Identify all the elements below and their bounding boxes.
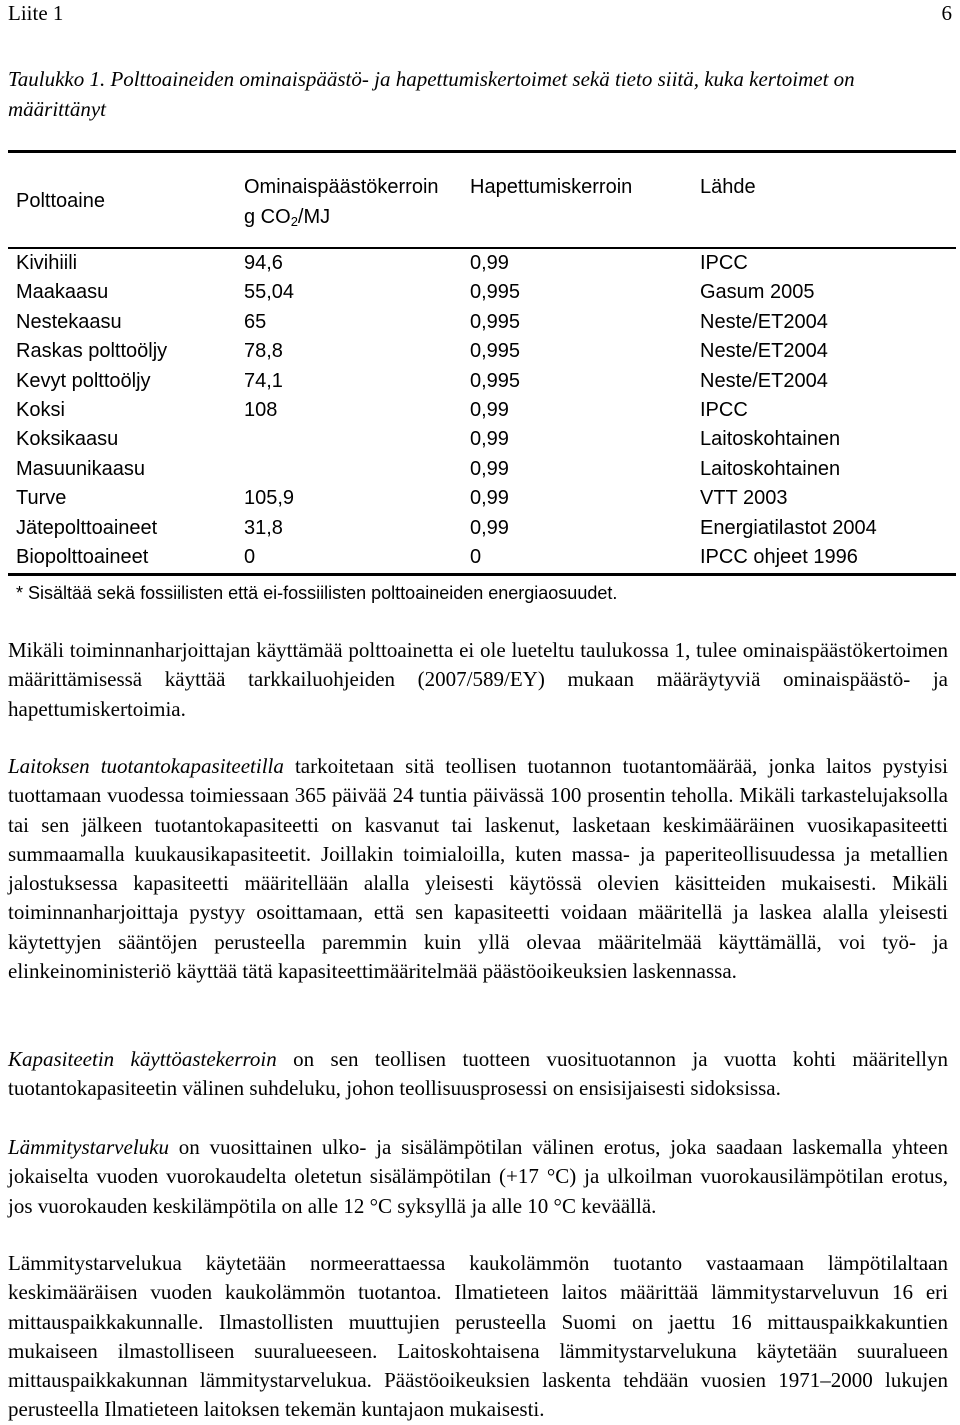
cell-source: Laitoskohtainen — [700, 457, 841, 480]
table-row — [16, 249, 952, 278]
cell-source: IPCC — [700, 398, 748, 421]
unit-subscript: 2 — [290, 214, 298, 229]
cell-fuel: Masuunikaasu — [16, 457, 145, 480]
cell-oxidation-factor: 0,99 — [470, 428, 509, 451]
table-row — [16, 278, 952, 307]
page-number: 6 — [941, 1, 952, 25]
cell-emission-factor: 65 — [244, 310, 267, 333]
paragraph-3 — [8, 1045, 948, 1104]
paragraph-4-text: on vuosittainen ulko- ja sisälämpötilan välinen erotus, joka saadaan laskemalla yhteen jokaiselta vuoden vuorokaudelta oletetun sisälämpötilan (+17 °C) ja ulkoilman vuorokausilämpötilan erotus, jos vuorokauden keskilämpötila on alle 12 °C syksyllä ja alle 10 °C keväällä. — [8, 1135, 948, 1218]
cell-emission-factor: 74,1 — [244, 369, 283, 392]
cell-emission-factor: 0 — [244, 545, 256, 568]
header-emission-factor-label: Ominaispäästökerroin — [244, 176, 439, 198]
header-emission-factor — [244, 172, 439, 237]
cell-oxidation-factor: 0 — [470, 545, 482, 568]
term-utilisation-factor: Kapasiteetin käyttöastekerroin — [8, 1047, 277, 1071]
table-row — [16, 367, 952, 396]
cell-source: Neste/ET2004 — [700, 310, 828, 333]
table-footnote: * Sisältää sekä fossiilisten että ei-fossiilisten polttoaineiden energiaosuudet. — [16, 583, 618, 603]
cell-fuel: Kivihiili — [16, 252, 78, 274]
table-row — [16, 337, 952, 366]
cell-fuel: Koksi — [16, 398, 65, 421]
cell-oxidation-factor: 0,995 — [470, 310, 521, 333]
cell-oxidation-factor: 0,995 — [470, 340, 521, 363]
cell-oxidation-factor: 0,99 — [470, 252, 509, 274]
cell-oxidation-factor: 0,995 — [470, 369, 521, 392]
paragraph-2-text: tarkoitetaan sitä teollisen tuotannon tuotantomäärää, jonka laitos pystyisi tuottamaan vuodessa toimiessaan 365 päivää 24 tuntia päivässä 100 prosentin teholla. Mikäli tarkastelujaksolla tai sen jälkeen tuotantokapasiteetti on kasvanut tai laskenut, lasketaan keskimääräinen vuosikapasiteetti summaamalla kuukausikapasiteetit. Joillakin toimialoilla, kuten massa- ja paperiteollisuudessa ja metallien jalostuksessa kapasiteetti määritellään alalla yleisesti käytössä olevien käsitteiden mukaisesti. Mikäli toiminnanharjoittaja pystyy osoittamaan, että sen kapasiteetti voidaan määritellä ja laskea alalla yleisesti käytettyjen sääntöjen perusteella paremmin kuin yllä olevaa määritelmää käyttämällä, voi työ- ja elinkeinoministeriö käyttää tätä kapasiteettimääritelmää päästöoikeuksien laskennassa. — [8, 754, 948, 984]
table-row — [16, 396, 952, 425]
header-oxidation-factor: Hapettumiskerroin — [470, 176, 633, 198]
cell-oxidation-factor: 0,99 — [470, 487, 509, 510]
header-emission-factor-unit — [244, 202, 439, 237]
table-row — [16, 455, 952, 484]
header-fuel: Polttoaine — [16, 190, 105, 212]
cell-oxidation-factor: 0,99 — [470, 398, 509, 421]
cell-source: VTT 2003 — [700, 487, 788, 510]
appendix-label: Liite 1 — [8, 1, 64, 25]
table-top-rule — [8, 150, 956, 153]
cell-emission-factor: 94,6 — [244, 252, 283, 274]
cell-fuel: Jätepolttoaineet — [16, 516, 158, 539]
table-header — [16, 172, 952, 248]
cell-fuel: Turve — [16, 487, 67, 510]
cell-emission-factor: 108 — [244, 398, 278, 421]
table-row — [16, 308, 952, 337]
cell-emission-factor: 78,8 — [244, 340, 283, 363]
cell-source: IPCC ohjeet 1996 — [700, 545, 858, 568]
cell-fuel: Biopolttoaineet — [16, 545, 149, 568]
cell-source: Laitoskohtainen — [700, 428, 841, 451]
term-production-capacity: Laitoksen tuotantokapasiteetilla — [8, 754, 284, 778]
table-caption: Taulukko 1. Polttoaineiden ominaispäästö- ja hapettumiskertoimet sekä tieto siitä, kuka kertoimet on määrittänyt — [8, 67, 855, 121]
table-row — [16, 484, 952, 513]
cell-fuel: Kevyt polttoöljy — [16, 369, 151, 392]
cell-fuel: Maakaasu — [16, 281, 109, 304]
cell-emission-factor: 31,8 — [244, 516, 283, 539]
header-source: Lähde — [700, 176, 756, 198]
table-row — [16, 514, 952, 543]
table-body — [16, 249, 952, 572]
term-heating-degree-days: Lämmitystarveluku — [8, 1135, 169, 1159]
cell-emission-factor: 105,9 — [244, 487, 295, 510]
cell-oxidation-factor: 0,99 — [470, 516, 509, 539]
cell-source: Gasum 2005 — [700, 281, 815, 304]
table-bottom-rule — [8, 573, 956, 576]
cell-oxidation-factor: 0,99 — [470, 457, 509, 480]
cell-oxidation-factor: 0,995 — [470, 281, 521, 304]
paragraph-3-text: on sen teollisen tuotteen vuosituotannon ja vuotta kohti määritellyn tuotantokapasiteetin välinen suhdeluku, johon teollisuusprosessi on ensisijaisesti sidoksissa. — [8, 1047, 948, 1101]
cell-source: Neste/ET2004 — [700, 369, 828, 392]
cell-fuel: Nestekaasu — [16, 310, 122, 333]
unit-prefix: g CO — [244, 206, 291, 228]
cell-emission-factor: 55,04 — [244, 281, 295, 304]
unit-suffix: /MJ — [297, 206, 331, 228]
paragraph-1: Mikäli toiminnanharjoittajan käyttämää polttoainetta ei ole lueteltu taulukossa 1, tulee ominaispäästökertoimen määrittämisessä käyttää tarkkailuohjeiden (2007/589/EY) mukaan määräytyviä ominaispäästö- ja hapettumiskertoimia. — [8, 638, 948, 721]
table-row — [16, 425, 952, 454]
cell-source: IPCC — [700, 252, 748, 274]
cell-source: Energiatilastot 2004 — [700, 516, 877, 539]
cell-source: Neste/ET2004 — [700, 340, 828, 363]
table-row — [16, 543, 952, 572]
cell-fuel: Koksikaasu — [16, 428, 119, 451]
paragraph-5: Lämmitystarvelukua käytetään normeerattaessa kaukolämmön tuotanto vastaamaan lämpötilaltaan keskimääräisen vuoden kaukolämmön tuotantoa. Ilmatieteen laitos määrittää lämmitystarveluvun 16 eri mittauspaikkakunnalle. Ilmastollisten muuttujien perusteella Suomi on jaettu 16 mittauspaikkakuntien mukaiseen ilmastolliseen suuralueeseen. Laitoskohtaisena lämmitystarvelukuna käytetään suuralueen mittauspaikkakunnan lämmitystarvelukua. Päästöoikeuksien laskenta tehdään vuosien 1971–2000 lukujen perusteella Ilmatieteen laitoksen tekemän kuntajaon mukaisesti. — [8, 1251, 948, 1422]
cell-fuel: Raskas polttoöljy — [16, 340, 168, 363]
paragraph-2 — [8, 752, 948, 986]
page-header — [8, 0, 952, 26]
paragraph-4 — [8, 1133, 948, 1221]
